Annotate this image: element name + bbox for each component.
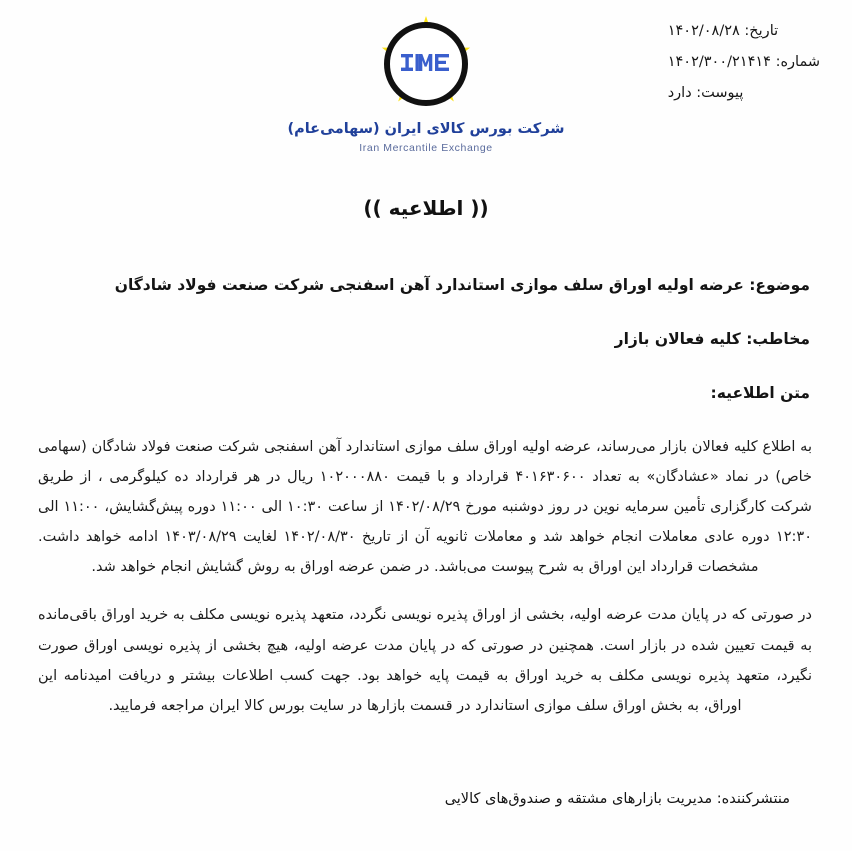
company-name-fa: شرکت بورس کالای ایران (سهامی‌عام) [287, 121, 565, 137]
meta-label-date: تاریخ: [744, 23, 779, 39]
logo-ime-letters-icon [400, 51, 452, 77]
page-title: (( اطلاعیه )) [363, 196, 489, 220]
body-paragraph-1: به اطلاع کلیه فعالان بازار می‌رساند، عرضه اولیه اوراق سلف موازی استاندارد آهن اسفنجی شرکت صنعت فولاد شادگان (سهامی خاص) در نماد «عشادگان» به تعداد ۴۰۱۶۳۰۶۰۰ قرارداد و با قیمت ۱۰۲۰۰۰۸۸۰ ریال در هر قرارداد ده کیلوگرمی ، از طریق شرکت کارگزاری تأمین سرمایه نوین در روز دوشنبه مورخ ۱۴۰۲/۰۸/۲۹ از ساعت ۱۰:۳۰ الی ۱۱:۰۰ دوره پیش‌گشایش، ۱۱:۰۰ الی ۱۲:۳۰ دوره عادی معاملات انجام خواهد شد و معاملات ثانویه آن از تاریخ ۱۴۰۲/۰۸/۳۰ لغایت ۱۴۰۳/۰۸/۲۹ ادامه خواهد داشت. مشخصات قرارداد این اوراق به شرح پیوست می‌باشد. در ضمن عرضه اوراق به روش گشایش انجام خواهد شد. [38, 438, 813, 576]
meta-row-date [664, 16, 820, 47]
publisher-line: منتشرکننده: مدیریت بازارهای مشتقه و صندوق‌های کالایی [444, 791, 790, 807]
header-meta-block [664, 16, 820, 110]
meta-row-attachment [664, 78, 820, 109]
field-subject: موضوع: عرضه اولیه اوراق سلف موازی استاندارد آهن اسفنجی شرکت صنعت فولاد شادگان [114, 276, 810, 294]
meta-label-attachment: پیوست: [696, 85, 744, 102]
organization-logo-block [276, 14, 576, 154]
company-name-en: Iran Mercantile Exchange [359, 141, 493, 154]
field-body-header: متن اطلاعیه: [710, 383, 810, 402]
ime-logo-icon [374, 14, 478, 114]
document-body [0, 432, 852, 721]
document-footer [0, 788, 852, 807]
document-header [0, 0, 852, 170]
meta-label-number: شماره: [775, 54, 820, 71]
body-paragraph-2: در صورتی که در پایان مدت عرضه اولیه، بخشی از اوراق پذیره نویسی نگردد، متعهد پذیره نویسی مکلف به خرید اوراق باقی‌مانده به قیمت تعیین شده در بازار است. همچنین در صورتی که در پایان مدت عرضه اولیه، هیچ بخشی از پذیره نویسی اوراق صورت نگیرد، متعهد پذیره نویسی مکلف به خرید اوراق به قیمت پایه خواهد بود. جهت کسب اطلاعات بیشتر و دریافت امیدنامه این اوراق، به بخش اوراق سلف موازی استاندارد در قسمت بازارها در سایت بورس کالا ایران مراجعه فرمایید. [38, 607, 812, 714]
document-fields [0, 272, 852, 408]
meta-value-attachment: دارد [667, 85, 692, 102]
meta-value-number: ۱۴۰۲/۳۰۰/۲۱۴۱۴ [667, 54, 771, 71]
field-audience: مخاطب: کلیه فعالان بازار [614, 329, 810, 348]
meta-value-date: ۱۴۰۲/۰۸/۲۸ [667, 23, 740, 39]
meta-row-number [664, 47, 820, 78]
